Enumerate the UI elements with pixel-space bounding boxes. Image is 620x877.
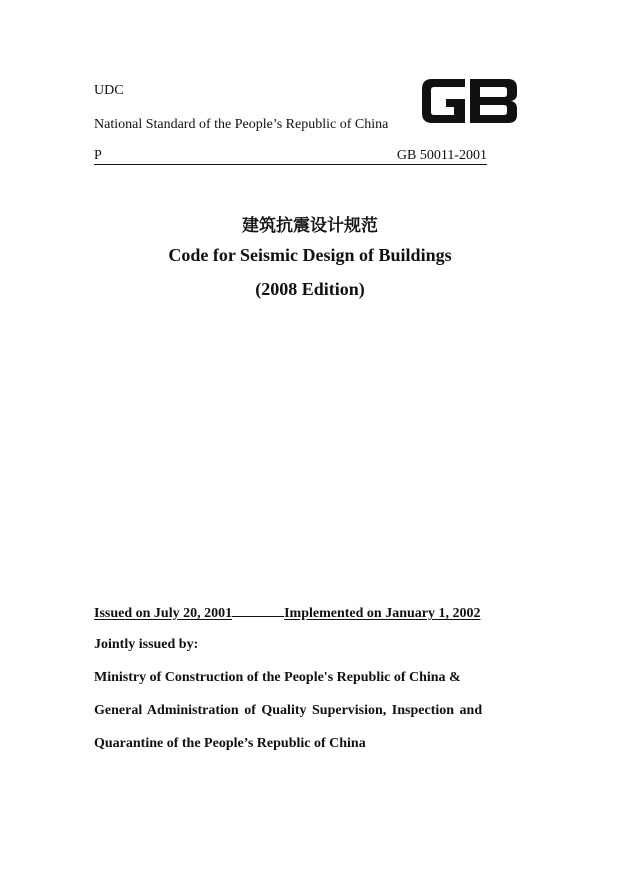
title-english: Code for Seismic Design of Buildings [168,245,452,265]
udc-label: UDC [94,83,124,98]
national-standard-label: National Standard of the People’s Republic of China [94,117,389,132]
title-chinese: 建筑抗震设计规范 [242,216,378,236]
underline-gap [232,604,284,617]
gb-logo-icon [418,73,521,129]
issuer-line: Ministry of Construction of the People's Republic of China & [94,670,461,685]
standard-code: GB 50011-2001 [396,148,487,163]
jointly-issued-label: Jointly issued by: [94,637,199,652]
implemented-date: Implemented on January 1, 2002 [284,606,481,621]
divider-rule [94,164,487,165]
issue-dates-line [94,604,481,622]
issued-date: Issued on July 20, 2001 [94,606,233,621]
edition-label: (2008 Edition) [255,279,365,299]
classification-label: P [94,148,102,163]
gb-logo-text: GB [469,128,471,129]
issuer-line: General Administration of Quality Supervision, Inspection and [94,703,483,718]
issuer-line: Quarantine of the People’s Republic of China [94,736,366,751]
code-line [94,148,487,166]
